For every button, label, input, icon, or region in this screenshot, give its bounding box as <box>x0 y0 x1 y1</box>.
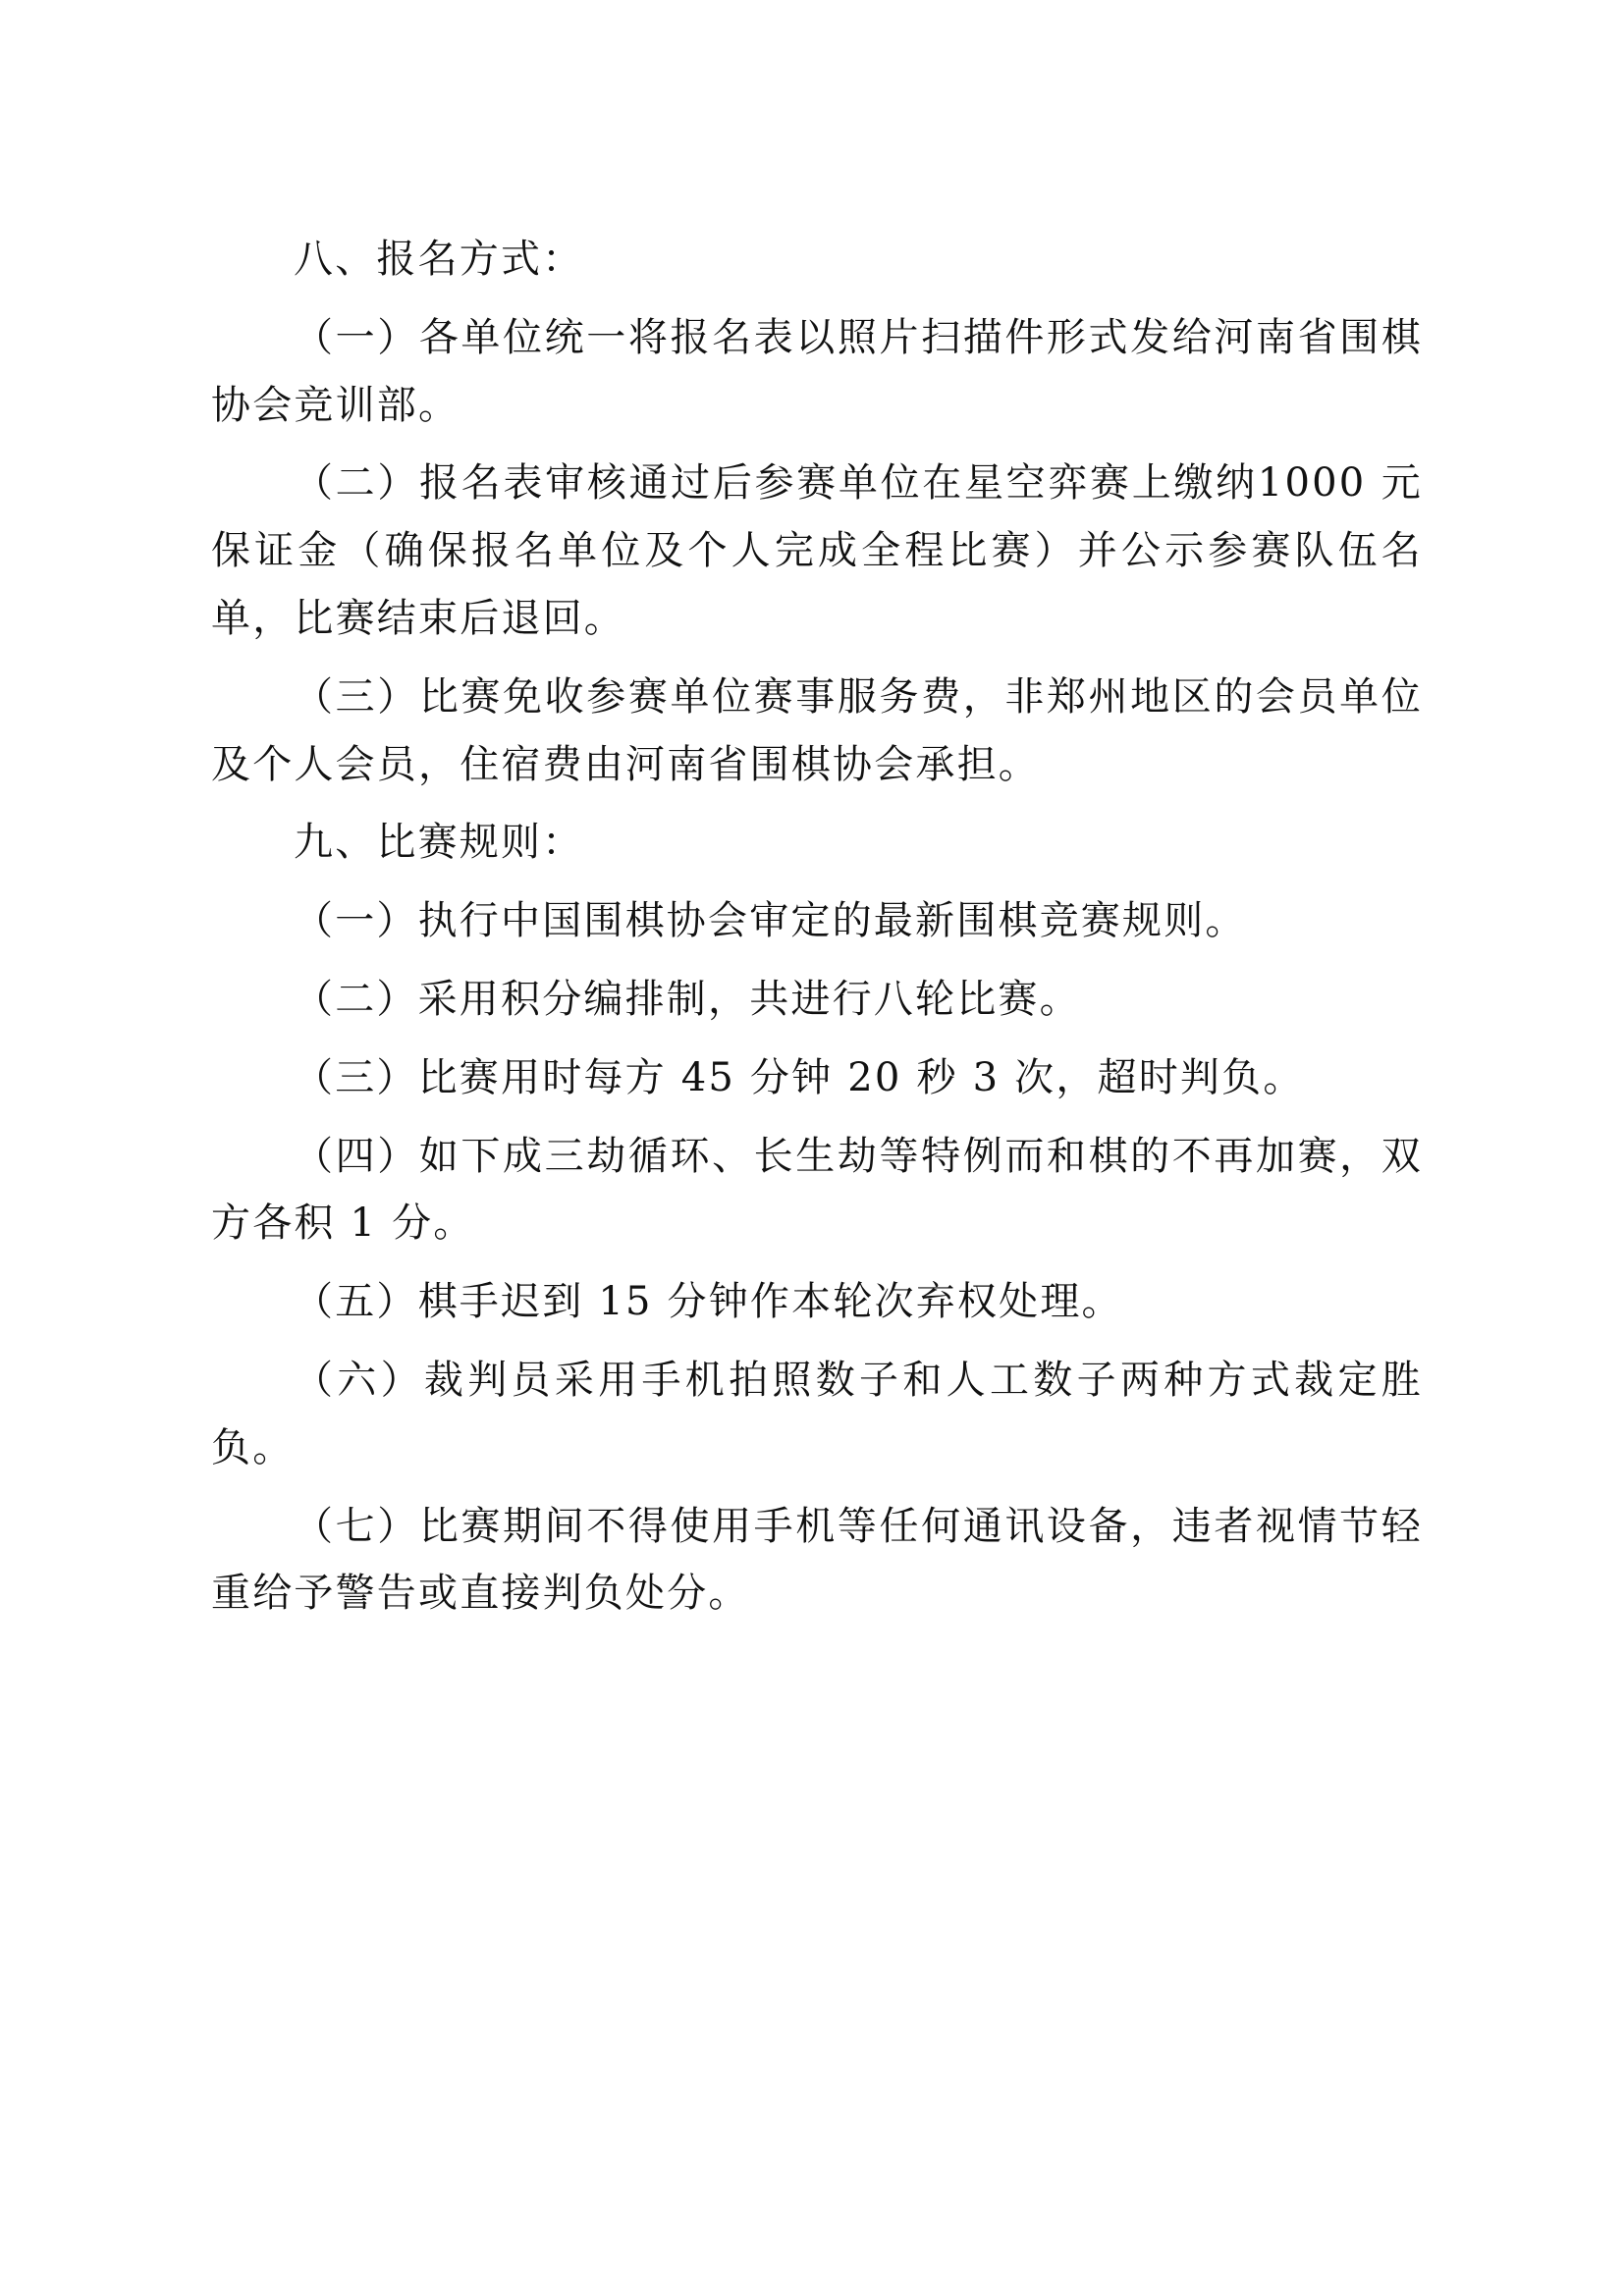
paragraph-9-1: （一）执行中国围棋协会审定的最新围棋竞赛规则。 <box>294 898 1247 944</box>
paragraph-8-3: （三）比赛免收参赛单位赛事服务费，非郑州地区的会员单位及个人会员，住宿费由河南省围棋协会承担。 <box>211 673 1423 787</box>
document-body <box>211 226 1423 1628</box>
paragraph-9-6: （六）裁判员采用手机拍照数子和人工数子两种方式裁定胜负。 <box>211 1357 1423 1470</box>
paragraph-9-5: （五）棋手迟到 15 分钟作本轮次弃权处理。 <box>294 1279 1123 1325</box>
paragraph-8-1: （一）各单位统一将报名表以照片扫描件形式发给河南省围棋协会竞训部。 <box>211 314 1423 428</box>
paragraph-9-2: （二）采用积分编排制，共进行八轮比赛。 <box>294 976 1081 1022</box>
paragraph-8-2: （二）报名表审核通过后参赛单位在星空弈赛上缴纳1000 元保证金（确保报名单位及个人完成全程比赛）并公示参赛队伍名单，比赛结束后退回。 <box>211 460 1423 641</box>
paragraph-9-3: （三）比赛用时每方 45 分钟 20 秒 3 次，超时判负。 <box>294 1054 1305 1100</box>
paragraph-9-7: （七）比赛期间不得使用手机等任何通讯设备，违者视情节轻重给予警告或直接判负处分。 <box>211 1503 1423 1617</box>
section-heading-8: 八、报名方式： <box>294 237 584 282</box>
paragraph-9-4: （四）如下成三劫循环、长生劫等特例而和棋的不再加赛，双方各积 1 分。 <box>211 1133 1423 1247</box>
section-heading-9: 九、比赛规则： <box>294 820 584 866</box>
